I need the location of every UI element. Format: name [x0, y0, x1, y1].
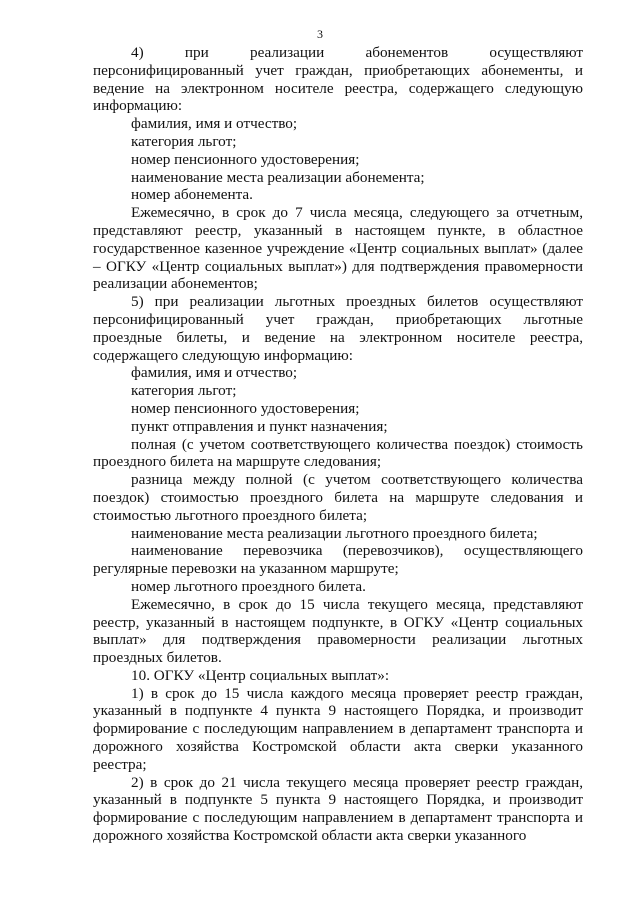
list-item: категория льгот;	[131, 132, 237, 150]
paragraph-difference: разница между полной (с учетом соответствующего количества поездок) стоимостью проездного билета на маршруте следования и стоимостью льготного проездного билета;	[93, 471, 583, 524]
paragraph-carrier-rest: регулярные перевозки на указанном маршруте;	[93, 560, 399, 578]
paragraph-5: 5) при реализации льготных проездных билетов осуществляют персонифицированный учет граждан, приобретающих льготные проездные билеты, и ведение на электронном носителе реестра, содержащего следующую информацию:	[93, 293, 583, 364]
list-item: наименование места реализации абонемента;	[131, 168, 425, 186]
list-item: фамилия, имя и отчество;	[131, 115, 298, 133]
word: осуществляющего	[463, 542, 583, 560]
page-number: 3	[317, 27, 323, 41]
paragraph-ticket-number: номер льготного проездного билета.	[131, 577, 366, 595]
list-item: номер пенсионного удостоверения;	[131, 150, 360, 168]
paragraph-10-1: 1) в срок до 15 числа каждого месяца проверяет реестр граждан, указанный в подпункте 4 пункта 9 настоящего Порядка, и производит формирование с последующим направлением в департамент транспорта и дорожного хозяйства Костромской области акта сверки указанного реестра;	[93, 684, 583, 773]
paragraph-sale-place: наименование места реализации льготного проездного билета;	[131, 524, 538, 542]
word: при	[184, 44, 209, 61]
paragraph-full-cost: полная (с учетом соответствующего количества поездок) стоимость проездного билета на маршруте следования;	[93, 435, 583, 471]
list-item: категория льгот;	[131, 382, 237, 400]
paragraph-4-first-line	[93, 44, 583, 62]
document-body	[93, 44, 583, 845]
list-item: номер пенсионного удостоверения;	[131, 399, 360, 417]
list-item: фамилия, имя и отчество;	[131, 364, 298, 382]
paragraph-monthly-tickets: Ежемесячно, в срок до 15 числа текущего месяца, представляют реестр, указанный в настоящем подпункте, в ОГКУ «Центр социальных выплат» для подтверждения правомерности реализации льготных проездных билетов.	[93, 595, 583, 667]
list-item: номер абонемента.	[131, 186, 253, 204]
paragraph-10-2: 2) в срок до 21 числа текущего месяца проверяет реестр граждан, указанный в подпункте 5 пункта 9 настоящего Порядка, и производит формирование с последующим направлением в департамент транспорта и дорожного хозяйства Костромской области акта сверки указанного	[93, 773, 583, 845]
word: осуществляют	[489, 44, 583, 61]
section-10-heading: 10. ОГКУ «Центр социальных выплат»:	[131, 666, 390, 684]
paragraph-carrier-first-line	[93, 542, 583, 560]
list-item: пункт отправления и пункт назначения;	[131, 417, 388, 435]
paragraph-monthly-abonements: Ежемесячно, в срок до 7 числа месяца, следующего за отчетным, представляют реестр, указанный в настоящем пункте, в областное государственное казенное учреждение «Центр социальных выплат» (далее – ОГКУ «Центр социальных выплат») для подтверждения правомерности реализации абонементов;	[93, 204, 583, 293]
word: перевозчика	[243, 542, 323, 560]
word: (перевозчиков),	[342, 542, 444, 560]
word: наименование	[131, 542, 223, 560]
word: реализации	[250, 44, 325, 61]
paragraph-4-rest: персонифицированный учет граждан, приобретающих абонементы, и ведение на электронном носителе реестра, содержащего следующую информацию:	[93, 61, 583, 115]
word: 4)	[131, 44, 144, 61]
word: абонементов	[365, 44, 449, 61]
